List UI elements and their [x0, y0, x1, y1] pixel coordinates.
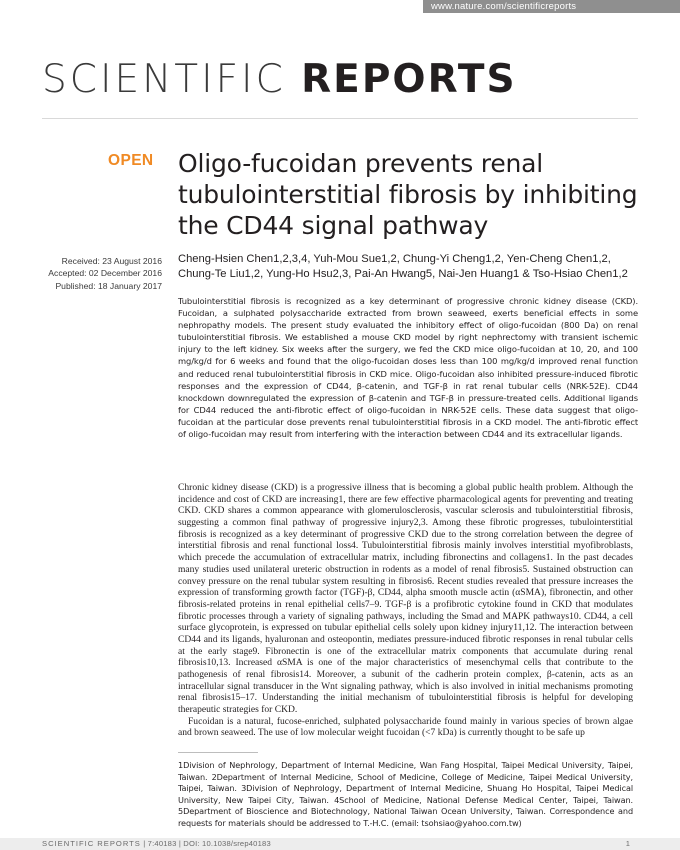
published-date: Published: 18 January 2017: [55, 280, 162, 291]
journal-name-part1: SCIENTIFIC: [42, 57, 286, 102]
authors-line-2: Chung-Te Liu1,2, Yung-Ho Hsu2,3, Pai-An Hwang5, Nai-Jen Huang1 & Tso-Hsiao Chen1,2: [178, 268, 628, 280]
body-paragraph-2: Fucoidan is a natural, fucose-enriched, sulphated polysaccharide found mainly in various species of brown algae and brown seaweed. The use of low molecular weight fucoidan (<7 kDa) is currently thought to be safe up: [178, 715, 633, 739]
footer-citation: | 7:40183 | DOI: 10.1038/srep40183: [143, 839, 271, 848]
footnote-divider: [178, 752, 258, 753]
open-access-label: OPEN: [108, 152, 154, 169]
body-paragraph-1: Chronic kidney disease (CKD) is a progressive illness that is becoming a global public health problem. Although the incidence and cost of CKD are increasing1, there are few effective pharmacological agents for preventing and treating CKD. CKD shares a common appearance with glomerulosclerosis, vascular sclerosis and tubulointerstitial fibrosis, suggesting a common final pathway of progressive injury2,3. Among these fibrotic progresses, tubulointerstitial fibrosis is recognized as a key determinant of progressive CKD due to the strong correlation between the degree of interstitial fibrosis and renal functional loss4. Tubulointerstitial fibrosis mainly involves interstitial myofibroblasts, which precede the accumulation of extracellular matrix, including fibronectins and collagens1. In the past decades many studies used unilateral ureteric obstruction in rodents as a model of renal fibrosis5. Sustained obstruction can convey pressure on the renal tubular system resulting in fibrosis6. Recent studies revealed that pressure increases the expression of transforming growth factor (TGF)-β, CD44, alpha smooth muscle actin (αSMA), fibronectin, and other fibrosis-related proteins in renal epithelial cells7–9. TGF-β is a profibrotic cytokine found in CKD that modulates fibrotic processes through a variety of signaling pathways, including the Smad and MAPK pathways10. CD44, a cell surface glycoprotein, is expressed on tubular epithelial cells solely upon kidney injury11,12. The interaction between CD44 and its ligands, hyaluronan and osteopontin, mediates pressure-induced fibrotic responses in renal tubular cells at the early stage9. Fibronectin is one of the extracellular matrix components that accumulate during renal fibrosis10,13. Increased αSMA is one of the major characteristics of mesenchymal cells that contribute to the pathogenesis of renal fibrosis14. Moreover, a subunit of the cadherin protein complex, β-catenin, acts as an intracellular signal transducer in the Wnt signaling pathway, which is also involved in initial mechanisms promoting renal fibrosis15–17. Understanding the initial mechanism of tubulointerstitial fibrosis is helpful for developing therapeutic strategies for CKD.: [178, 482, 633, 716]
abstract-text: Tubulointerstitial fibrosis is recognized as a key determinant of progressive chronic kidney disease (CKD). Fucoidan, a sulphated polysaccharide extracted from brown seaweed, exerts beneficial effects in some nephropathy models. The present study evaluated the inhibitory effect of oligo-fucoidan (800 Da) on renal tubulointerstitial fibrosis. We established a mouse CKD model by right nephrectomy with transient ischemic injury to the left kidney. Six weeks after the surgery, we fed the CKD mice oligo-fucoidan at 10, 20, and 100 mg/kg/d for 6 weeks and found that the oligo-fucoidan doses less than 100 mg/kg/d improved renal function and reduced renal tubulointerstitial fibrosis in CKD mice. Oligo-fucoidan also inhibited pressure-induced fibrotic responses and the expression of CD44, β-catenin, and TGF-β in rat renal tubular cells (NRK-52E). CD44 knockdown downregulated the expression of β-catenin and TGF-β in pressure-treated cells. Additional ligands for CD44 reduced the anti-fibrotic effect of oligo-fucoidan in NRK-52E cells. These data suggest that oligo-fucoidan at the particular dose prevents renal tubulointerstitial fibrosis in a CKD model. The anti-fibrotic effect of oligo-fucoidan may result from interfering with the interaction between CD44 and its extracellular ligands.: [178, 296, 638, 440]
article-title: Oligo-fucoidan prevents renal tubulointerstitial fibrosis by inhibiting the CD44 signal pathway: [178, 149, 638, 240]
journal-url-bar[interactable]: [423, 0, 680, 13]
footer-journal-name: SCIENTIFIC REPORTS: [42, 839, 141, 848]
page-number: 1: [625, 839, 630, 848]
article-body: [178, 482, 633, 739]
page-footer: [0, 838, 680, 850]
affiliations: 1Division of Nephrology, Department of Internal Medicine, Wan Fang Hospital, Taipei Medical University, Taipei, Taiwan. 2Department of Internal Medicine, School of Medicine, College of Medicine, Taipei Medical University, Taipei, Taiwan. 3Division of Nephrology, Department of Internal Medicine, Shuang Ho Hospital, Taipei Medical University, New Taipei City, Taiwan. 4School of Medicine, National Defense Medical Center, Taipei, Taiwan. 5Department of Bioscience and Biotechnology, National Taiwan Ocean University, Taiwan. Correspondence and requests for materials should be addressed to T.-H.C. (email: tsohsiao@yahoo.com.tw): [178, 760, 633, 828]
journal-masthead: [42, 54, 642, 104]
authors-line-1: Cheng-Hsien Chen1,2,3,4, Yuh-Mou Sue1,2, Chung-Yi Cheng1,2, Yen-Cheng Chen1,2,: [178, 253, 611, 265]
accepted-date: Accepted: 02 December 2016: [48, 268, 162, 279]
footer-citation-group: [42, 838, 271, 850]
author-list: [178, 252, 648, 282]
received-date: Received: 23 August 2016: [61, 256, 162, 266]
article-dates: [40, 255, 162, 292]
journal-url[interactable]: www.nature.com/scientificreports: [431, 1, 577, 12]
abstract: [178, 295, 638, 440]
masthead-divider: [42, 118, 638, 119]
journal-name-part2: REPORTS: [301, 57, 517, 102]
